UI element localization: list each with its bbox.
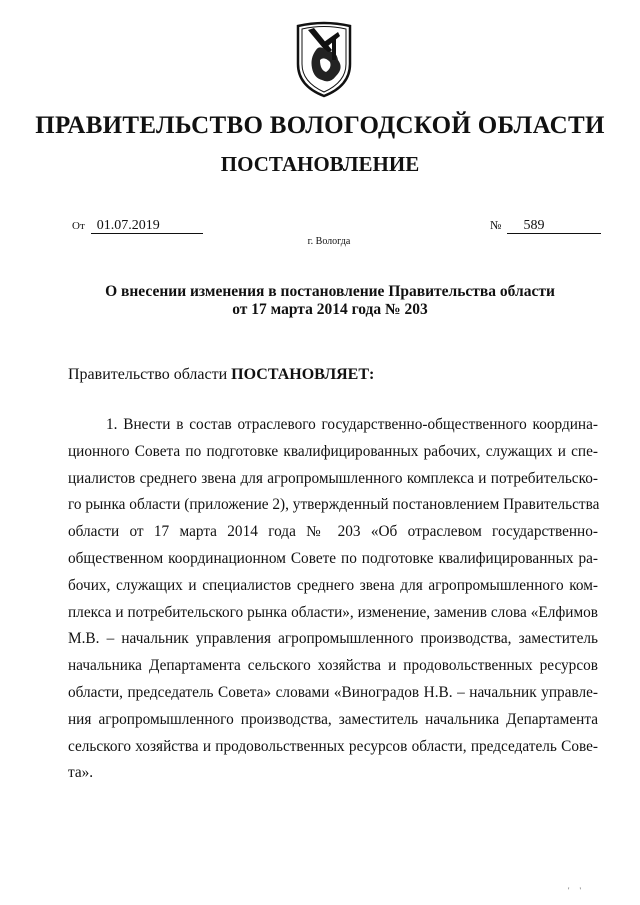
coat-of-arms-icon	[294, 20, 354, 98]
body-line: М.В. – начальник управления агропромышленного производства, заместитель	[68, 630, 598, 648]
body-line: плекса и потребительского рынка области», изменение, заменив слова «Елфимов	[68, 603, 598, 621]
body-line: циалистов среднего звена для агропромышленного комплекса и потребительско-	[68, 469, 598, 487]
body-line: бочих, служащих и специалистов среднего звена для агропромышленного ком-	[68, 576, 598, 594]
subject-line-1: О внесении изменения в постановление Правительства области	[105, 283, 555, 300]
document-subject	[60, 283, 600, 319]
body-line: та».	[68, 764, 94, 782]
document-type: ПОСТАНОВЛЕНИЕ	[220, 152, 420, 176]
body-line: области от 17 марта 2014 года № 203 «Об отраслевом государственно-	[68, 523, 598, 541]
body-line: сельского хозяйства и продовольственных ресурсов области, председатель Сове-	[68, 737, 598, 755]
date-prefix: От	[72, 220, 85, 232]
government-title: ПРАВИТЕЛЬСТВО ВОЛОГОДСКОЙ ОБЛАСТИ	[35, 112, 605, 139]
subject-line-2: от 17 марта 2014 года № 203	[232, 301, 428, 318]
body-line: ния агропромышленного производства, заместитель начальника Департамента	[68, 710, 598, 728]
resolution-body	[68, 412, 598, 787]
date-value: 01.07.2019	[91, 218, 203, 234]
body-line: общественном координационном Совете по подготовке квалифицированных ра-	[68, 549, 598, 567]
body-line: области, председатель Совета» словами «Виноградов Н.В. – начальник управле-	[68, 683, 598, 701]
number-field	[490, 217, 601, 234]
preamble	[68, 366, 374, 384]
city-label: г. Вологда	[307, 236, 351, 247]
body-line: 1. Внести в состав отраслевого государственно-общественного координа-	[106, 416, 598, 433]
number-value: 589	[507, 218, 601, 234]
preamble-emphasis: ПОСТАНОВЛЯЕТ:	[231, 366, 375, 383]
number-prefix: №	[490, 218, 502, 232]
body-line: начальника Департамента сельского хозяйства и продовольственных ресурсов	[68, 657, 598, 675]
body-line: ционного Совета по подготовке квалифицированных рабочих, служащих и спе-	[68, 442, 598, 460]
body-line: го рынка области (приложение 2), утвержденный постановлением Правительства	[68, 496, 600, 514]
preamble-text: Правительство области	[68, 366, 232, 383]
page-mark: ' '	[568, 886, 585, 895]
date-field	[72, 217, 203, 234]
